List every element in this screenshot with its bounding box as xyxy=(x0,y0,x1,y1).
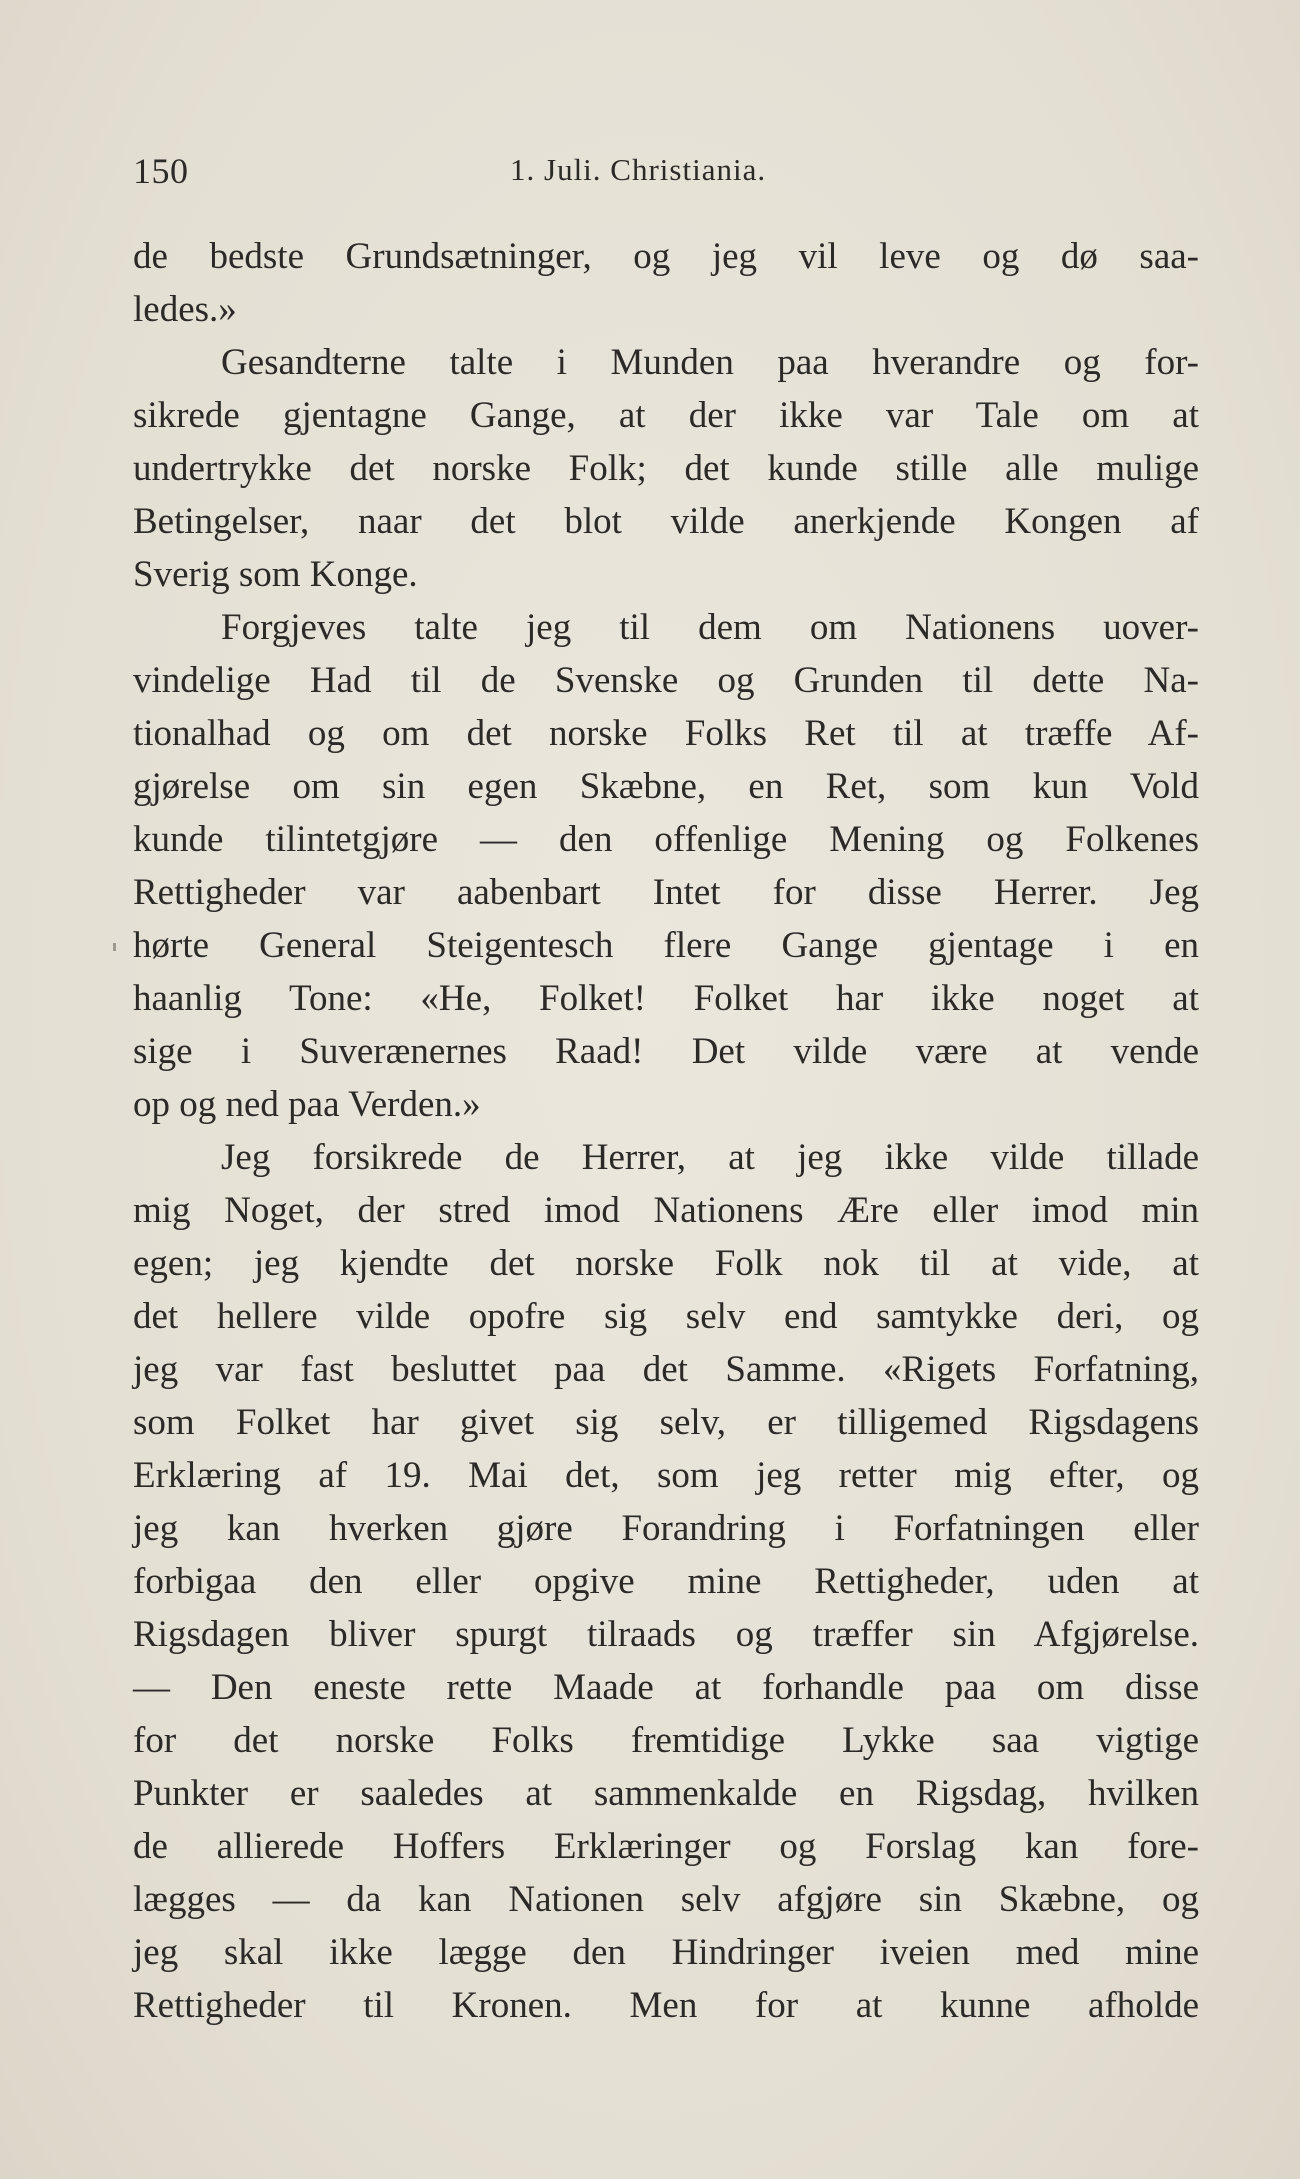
text-line: undertrykke det norske Folk; det kunde stille alle mulige xyxy=(133,448,1199,489)
text-line: for det norske Folks fremtidige Lykke saa vigtige xyxy=(133,1720,1199,1761)
text-line: jeg skal ikke lægge den Hindringer iveien med mine xyxy=(133,1932,1199,1973)
text-line: op og ned paa Verden.» xyxy=(133,1084,481,1125)
margin-mark xyxy=(113,943,116,951)
text-line: det hellere vilde opofre sig selv end samtykke deri, og xyxy=(133,1296,1199,1337)
text-line: hørte General Steigentesch flere Gange gjentage i en xyxy=(133,925,1199,966)
text-line: Rettigheder til Kronen. Men for at kunne afholde xyxy=(133,1985,1199,2026)
text-line: som Folket har givet sig selv, er tilligemed Rigsdagens xyxy=(133,1402,1199,1443)
text-line: kunde tilintetgjøre — den offenlige Mening og Folkenes xyxy=(133,819,1199,860)
running-head-title: 1. Juli. Christiania. xyxy=(510,152,767,187)
text-line: tionalhad og om det norske Folks Ret til at træffe Af- xyxy=(133,713,1199,754)
text-line: haanlig Tone: «He, Folket! Folket har ikke noget at xyxy=(133,978,1199,1019)
text-line: de allierede Hoffers Erklæringer og Forslag kan fore- xyxy=(133,1826,1199,1867)
text-line: jeg var fast besluttet paa det Samme. «Rigets Forfatning, xyxy=(133,1349,1199,1390)
text-line: de bedste Grundsætninger, og jeg vil leve og dø saa- xyxy=(133,236,1199,277)
page-number: 150 xyxy=(133,151,189,191)
text-line: ledes.» xyxy=(133,289,237,330)
text-line: egen; jeg kjendte det norske Folk nok til at vide, at xyxy=(133,1243,1199,1284)
text-line: Sverig som Konge. xyxy=(133,554,418,595)
text-line: Betingelser, naar det blot vilde anerkjende Kongen af xyxy=(133,501,1199,542)
text-line: Punkter er saaledes at sammenkalde en Rigsdag, hvilken xyxy=(133,1773,1199,1814)
text-line: sikrede gjentagne Gange, at der ikke var Tale om at xyxy=(133,395,1199,436)
text-line: vindelige Had til de Svenske og Grunden til dette Na- xyxy=(133,660,1199,701)
text-line: mig Noget, der stred imod Nationens Ære eller imod min xyxy=(133,1190,1199,1231)
text-line: sige i Suverænernes Raad! Det vilde være at vende xyxy=(133,1031,1199,1072)
text-line: jeg kan hverken gjøre Forandring i Forfatningen eller xyxy=(133,1508,1199,1549)
body-text xyxy=(133,230,1199,2032)
text-line: lægges — da kan Nationen selv afgjøre sin Skæbne, og xyxy=(133,1879,1199,1920)
text-line: Rigsdagen bliver spurgt tilraads og træffer sin Afgjørelse. xyxy=(133,1614,1199,1655)
running-head xyxy=(133,150,813,200)
text-line: Rettigheder var aabenbart Intet for disse Herrer. Jeg xyxy=(133,872,1199,913)
text-line: Gesandterne talte i Munden paa hverandre og for- xyxy=(221,342,1199,383)
text-line: — Den eneste rette Maade at forhandle paa om disse xyxy=(133,1667,1199,1708)
text-line: gjørelse om sin egen Skæbne, en Ret, som kun Vold xyxy=(133,766,1199,807)
text-line: Forgjeves talte jeg til dem om Nationens uover- xyxy=(221,607,1199,648)
text-line: forbigaa den eller opgive mine Rettigheder, uden at xyxy=(133,1561,1199,1602)
text-line: Erklæring af 19. Mai det, som jeg retter mig efter, og xyxy=(133,1455,1199,1496)
text-line: Jeg forsikrede de Herrer, at jeg ikke vilde tillade xyxy=(221,1137,1199,1178)
